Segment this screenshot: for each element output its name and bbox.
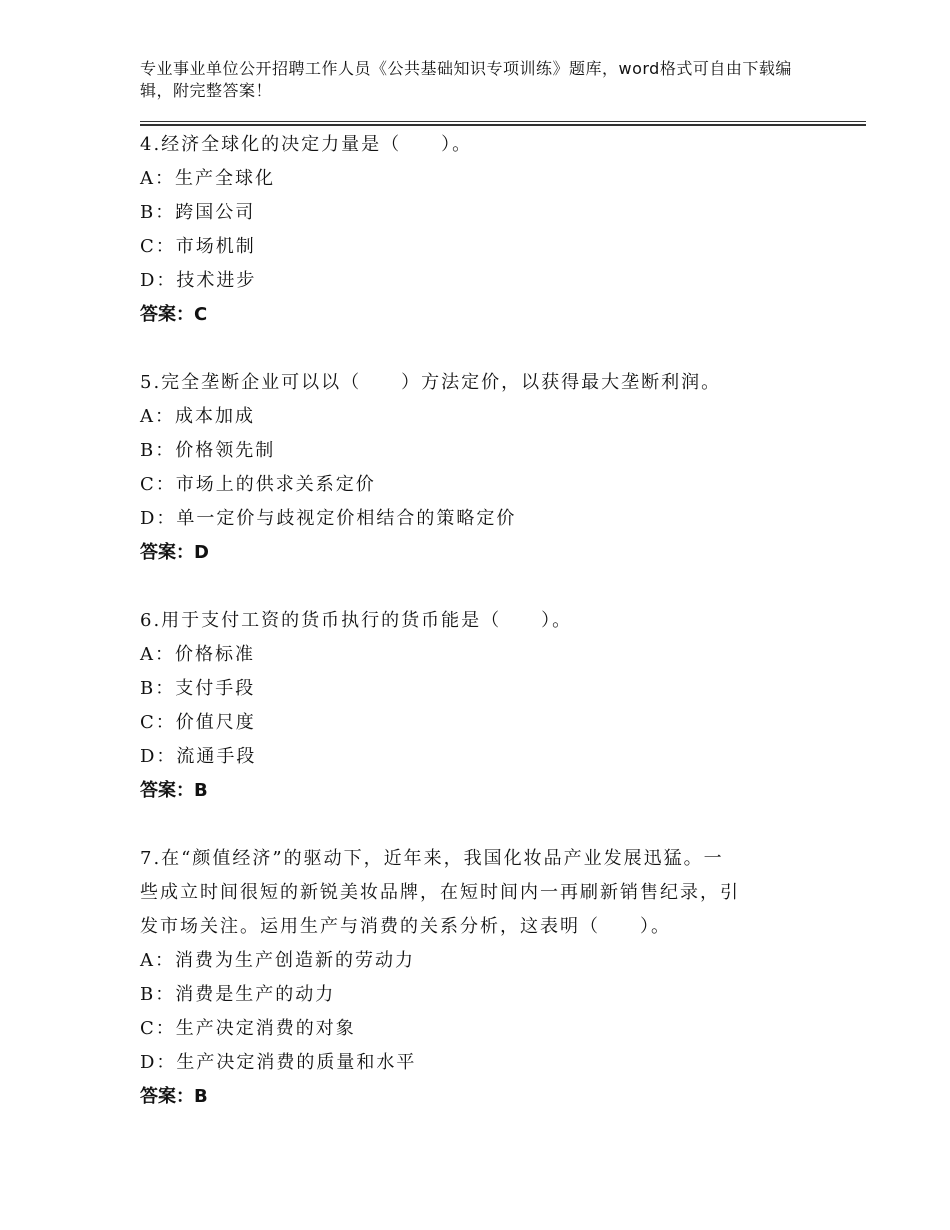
option-b: B：跨国公司	[140, 202, 256, 223]
option-c: C：市场机制	[140, 236, 256, 257]
question-stem: 6.用于支付工资的货币执行的货币能是（ ）。	[140, 610, 573, 631]
question-5	[140, 366, 840, 570]
option-d: D：生产决定消费的质量和水平	[140, 1052, 417, 1073]
answer-label: 答案：D	[140, 542, 209, 563]
option-a: A：消费为生产创造新的劳动力	[140, 950, 415, 971]
option-d: D：技术进步	[140, 270, 257, 291]
option-d: D：单一定价与歧视定价相结合的策略定价	[140, 508, 517, 529]
answer-label: 答案：B	[140, 780, 208, 801]
option-a: A：成本加成	[140, 406, 255, 427]
question-7	[140, 842, 840, 1114]
option-c: C：市场上的供求关系定价	[140, 474, 376, 495]
question-stem: 5.完全垄断企业可以以（ ）方法定价，以获得最大垄断利润。	[140, 372, 722, 393]
option-a: A：价格标准	[140, 644, 255, 665]
option-b: B：价格领先制	[140, 440, 276, 461]
option-c: C：价值尺度	[140, 712, 256, 733]
answer-label: 答案：C	[140, 304, 208, 325]
question-4	[140, 128, 840, 332]
question-list	[140, 128, 840, 1148]
option-a: A：生产全球化	[140, 168, 275, 189]
question-stem: 7.在“颜值经济”的驱动下，近年来，我国化妆品产业发展迅猛。一 些成立时间很短的新锐美妆品牌，在短时间内一再刷新销售纪录，引 发市场关注。运用生产与消费的关系分析，这表明（ ）。	[140, 848, 740, 937]
question-6	[140, 604, 840, 808]
option-d: D：流通手段	[140, 746, 257, 767]
option-b: B：消费是生产的动力	[140, 984, 336, 1005]
question-stem: 4.经济全球化的决定力量是（ ）。	[140, 134, 473, 155]
document-header: 专业事业单位公开招聘工作人员《公共基础知识专项训练》题库，word格式可自由下载编辑，附完整答案！	[140, 59, 792, 100]
header-divider	[140, 121, 866, 126]
answer-label: 答案：B	[140, 1086, 208, 1107]
option-b: B：支付手段	[140, 678, 256, 699]
option-c: C：生产决定消费的对象	[140, 1018, 356, 1039]
